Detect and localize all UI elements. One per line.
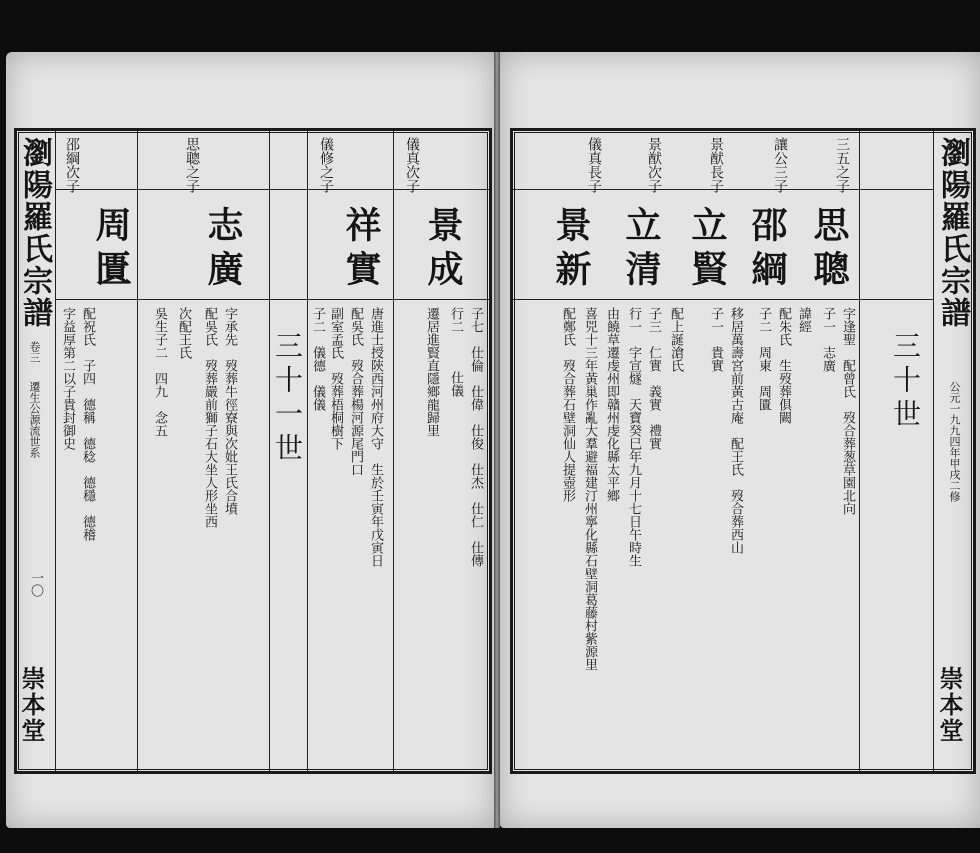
right-generation-title: 三十世 — [889, 331, 922, 433]
left-spine-title: 瀏陽羅氏宗譜 — [17, 137, 52, 329]
left-entry-detail-3a: 字益厚第二以子貴封御史 — [60, 307, 75, 450]
right-entry-name-1: 邵綱 — [746, 206, 788, 294]
right-entry-detail-4b: 由饒草遷虔州即贛州虔化縣太平鄉 — [604, 307, 619, 502]
right-entry-detail-4d: 配鄭氏 歿合葬石壁洞仙人提壺形 — [560, 307, 575, 502]
right-entry-detail-1c: 子二 周東 周匱 — [756, 307, 771, 411]
right-entry-detail-2b: 子一 貴實 — [708, 307, 723, 372]
left-spine-section: 遷生公源流世系 — [28, 381, 41, 458]
right-page-frame — [510, 128, 976, 774]
left-entry-detail-2a: 字承先 歿葬牛徑寮與次妣王氏合墳 — [222, 307, 237, 515]
right-entry-label-4: 儀真長子 — [586, 137, 602, 193]
left-entry-label-0: 儀真次子 — [404, 137, 420, 193]
left-spine-volume: 卷三 — [28, 341, 41, 363]
right-entry-label-2: 景猷長子 — [708, 137, 724, 193]
left-entry-name-2: 志廣 — [202, 206, 244, 294]
left-entry-detail-2c: 次配王氏 — [176, 307, 191, 359]
left-entry-detail-0b: 遷居進賢直隱鄉龍歸里 — [424, 307, 439, 437]
left-entry-detail-1a: 唐進士授陝西河州府大守 生於壬寅年戊寅日 — [368, 307, 383, 567]
right-entry-label-1: 讓公三子 — [772, 137, 788, 193]
right-page — [500, 52, 980, 828]
right-entry-detail-0a: 字逢聖 配曾氏 歿合葬葱草園北向 — [840, 307, 855, 515]
right-entry-detail-4a: 行一 字宣燧 天寶癸巳年九月十七日午時生 — [626, 307, 641, 567]
right-spine-edition: 公元一九九四年甲戌二修 — [948, 381, 961, 502]
right-entry-name-3: 立清 — [620, 206, 662, 294]
left-entry-detail-1b: 配吳氏 歿合葬楊河源尾門口 — [348, 307, 363, 476]
left-extra-sons-b: 仕儀 — [448, 371, 463, 397]
right-entry-name-2: 立賢 — [686, 206, 728, 294]
left-entry-detail-1c: 副室孟氏 歿葬梧桐樹下 — [328, 307, 343, 450]
right-spine-bottom: 崇本堂 — [935, 666, 964, 744]
left-page-number: 一〇 — [28, 571, 43, 597]
right-entry-detail-4c: 喜兕十三年黃巢作亂大羣避福建汀州寧化縣石壁洞葛藤村紫源里 — [582, 307, 597, 671]
right-entry-detail-1a: 諱經 — [796, 307, 811, 333]
left-entry-name-3: 周匱 — [90, 206, 132, 294]
left-extra-sons-a: 子七 仕倫 仕偉 仕俊 仕杰 仕仁 仕傳 — [468, 307, 483, 567]
right-entry-detail-3a: 配上誕滄氏 — [668, 307, 683, 372]
left-entry-detail-3b: 配祝氏 子四 德稱 德稔 德穩 德稽 — [80, 307, 95, 541]
left-entry-detail-2d: 吳生子二 四九 念五 — [152, 307, 167, 437]
left-page — [6, 52, 494, 828]
right-entry-name-4: 景新 — [550, 206, 592, 294]
right-entry-detail-1b: 配朱氏 生歿葬俱闕 — [776, 307, 791, 424]
left-page-frame — [14, 128, 492, 774]
left-entry-detail-2b: 配吳氏 歿葬嚴前獅子石大坐人形坐西 — [202, 307, 217, 528]
right-entry-detail-2a: 移居萬壽宮前黃古庵 配王氏 歿合葬西山 — [728, 307, 743, 554]
left-spine-bottom: 崇本堂 — [17, 666, 46, 744]
right-entry-label-0: 三五之子 — [834, 137, 850, 193]
left-entry-label-3: 邵綱次子 — [64, 137, 80, 193]
right-entry-detail-0b: 子一 志廣 — [820, 307, 835, 372]
left-entry-detail-1d: 子二 儀德 儀儀 — [310, 307, 325, 411]
left-entry-name-1: 祥實 — [340, 206, 382, 294]
left-entry-detail-0a: 行二 — [448, 307, 463, 333]
right-spine-title: 瀏陽羅氏宗譜 — [935, 137, 970, 329]
right-entry-name-0: 思聰 — [808, 206, 850, 294]
left-entry-name-0: 景成 — [422, 206, 464, 294]
left-entry-label-1: 儀修之子 — [318, 137, 334, 193]
left-entry-label-2: 思聰之子 — [184, 137, 200, 193]
right-entry-label-3: 景猷次子 — [646, 137, 662, 193]
right-entry-detail-3b: 子三 仁實 義實 禮實 — [646, 307, 661, 450]
left-generation-title: 三十一世 — [271, 331, 304, 467]
